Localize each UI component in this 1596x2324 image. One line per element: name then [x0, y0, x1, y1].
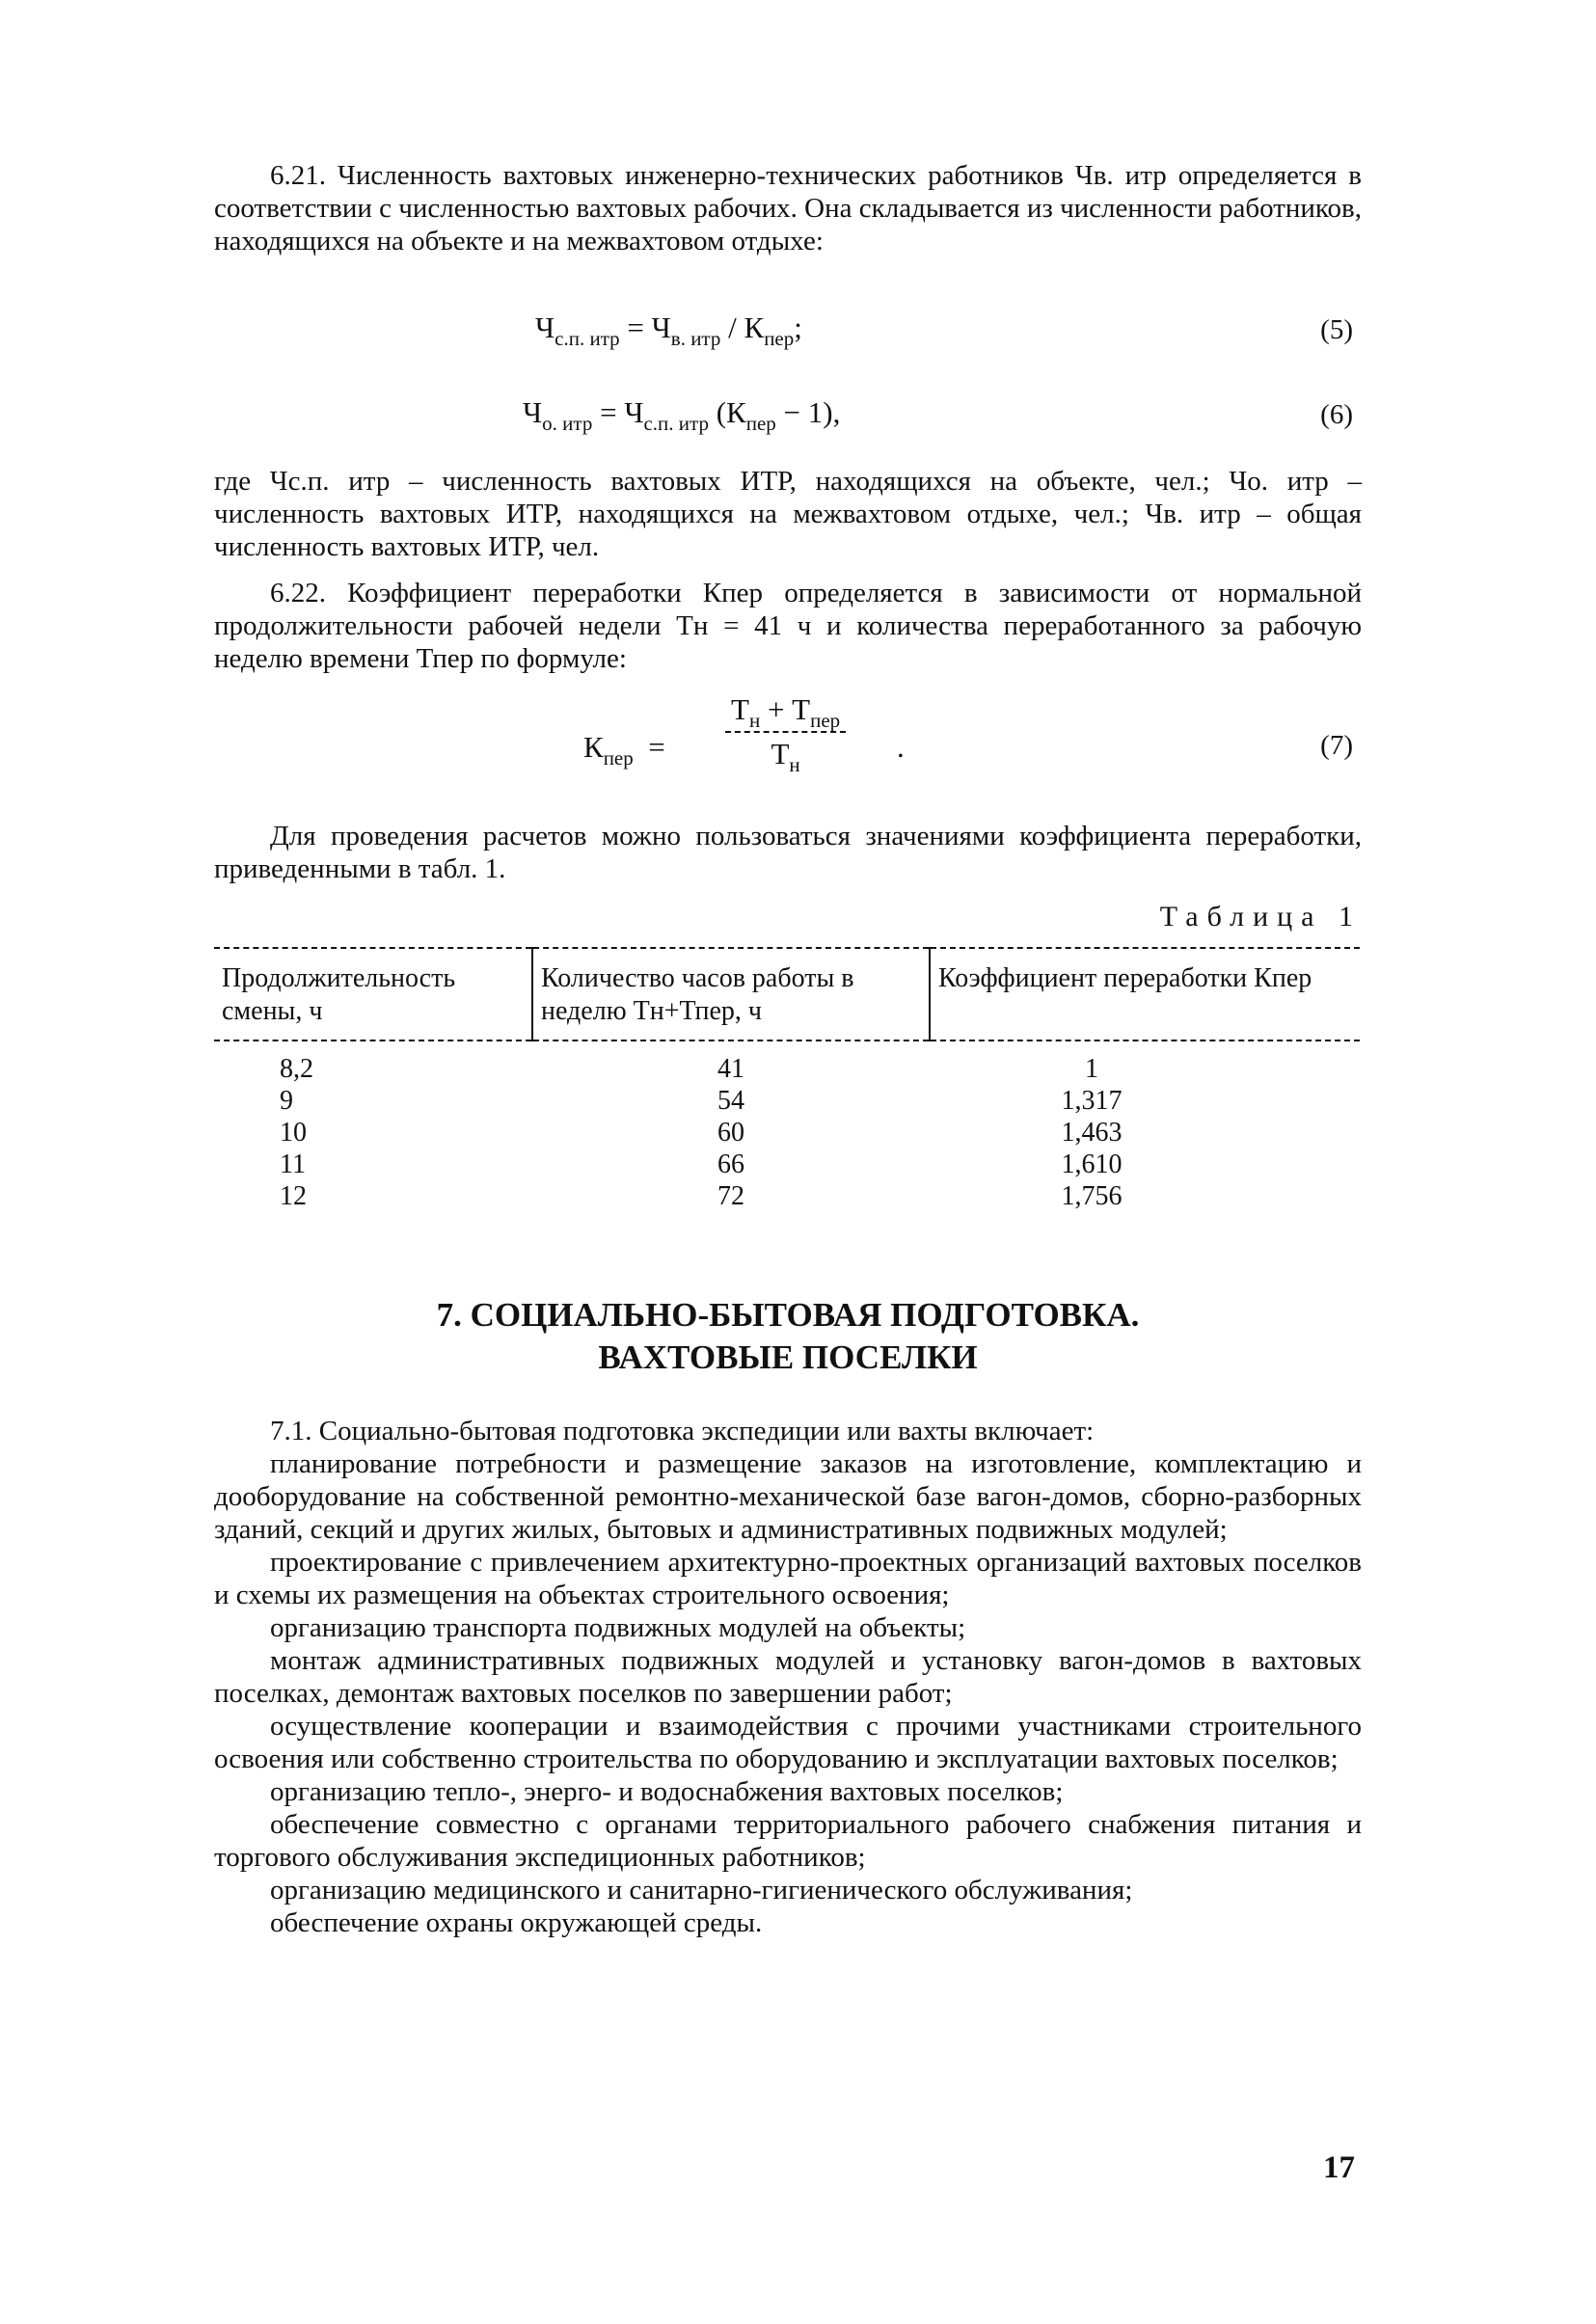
list-item: проектирование с привлечением архитектурно-проектных организаций вахтовых поселков и схемы их размещения на объектах строительного освоения; [214, 1547, 1362, 1610]
table-cell: 1 [1085, 1054, 1098, 1084]
formula-symbol: = [600, 395, 617, 429]
formula-subscript: с.п. итр [643, 412, 709, 435]
formula-symbol: = [648, 730, 665, 764]
paragraph-text: 6.22. Коэффициент переработки Кпер определяется в зависимости от нормальной продолжительности рабочей недели Тн = 41 ч и количества переработанного за рабочую неделю времени Тпер по формуле: [214, 578, 1362, 674]
paragraph-text: где Чс.п. итр – численность вахтовых ИТР, находящихся на объекте, чел.; Чо. итр – численность вахтовых ИТР, находящихся на межвахтовом отдыхе, чел.; Чв. итр – общая численность вахтовых ИТР, чел. [214, 466, 1362, 562]
formula-symbol: К [744, 311, 765, 344]
table-header-row [214, 948, 1360, 1040]
list-item: осуществление кооперации и взаимодействия с прочими участниками строительного освоения или собственно строительства по оборудованию и эксплуатации вахтовых поселков; [214, 1711, 1362, 1774]
table-cell: 8,2 [280, 1054, 313, 1084]
table-header-cell: Коэффициент переработки Кпер [930, 948, 1360, 1040]
formula-7-end: . [897, 730, 905, 764]
formula-symbol: ; [794, 311, 802, 344]
formula-subscript: н [748, 709, 761, 732]
formula-symbol: Т [771, 737, 790, 770]
table-cell: 41 [717, 1054, 744, 1084]
formula-5 [535, 311, 802, 350]
table-caption: Таблица 1 [1159, 901, 1362, 932]
list-item: обеспечение совместно с органами территориального рабочего снабжения питания и торгового обслуживания экспедиционных работников; [214, 1809, 1362, 1873]
formula-symbol: Ч [651, 311, 671, 344]
formula-explanation [214, 465, 1362, 563]
formula-symbol: Ч [523, 395, 543, 429]
table-intro [214, 820, 1362, 885]
paragraph-text: 6.21. Численность вахтовых инженерно-технических работников Чв. итр определяется в соответствии с численностью вахтовых рабочих. Она складывается из численности работников, находящихся на объекте и на межвахтовом отдыхе: [214, 160, 1362, 257]
formula-subscript: о. итр [542, 412, 593, 435]
formula-6 [523, 395, 841, 435]
formula-subscript: в. итр [670, 327, 721, 350]
table-cell: 12 [280, 1181, 307, 1211]
formula-symbol: Т [731, 692, 749, 726]
formula-symbol: / [728, 311, 737, 344]
table-row [214, 1085, 1360, 1117]
table-cell: 11 [280, 1149, 306, 1179]
table-row [214, 1180, 1360, 1212]
list-item: монтаж административных подвижных модулей и установку вагон-домов в вахтовых поселках, демонтаж вахтовых поселков по завершении работ; [214, 1645, 1362, 1709]
table-cell: 1,756 [1061, 1181, 1123, 1211]
list-item: планирование потребности и размещение заказов на изготовление, комплектацию и дооборудование на собственной ремонтно-механической базе вагон-домов, сборно-разборных зданий, секций и других жилых, бытовых и административных подвижных модулей; [214, 1448, 1362, 1545]
formula-symbol: − 1), [783, 395, 841, 429]
table-cell: 1,463 [1061, 1118, 1123, 1148]
formula-7-number: (7) [1320, 730, 1353, 761]
list-item: организацию тепло-, энерго- и водоснабжения вахтовых поселков; [270, 1776, 1064, 1807]
formula-subscript: пер [745, 412, 776, 435]
table-row [214, 1148, 1360, 1180]
list-item: организацию транспорта подвижных модулей на объекты; [270, 1612, 966, 1643]
table-cell: 54 [717, 1086, 744, 1116]
table-spacer [214, 1040, 1360, 1053]
paragraph-6-21 [214, 159, 1362, 257]
formula-symbol: + Т [760, 692, 811, 726]
paragraph-text: Для проведения расчетов можно пользоваться значениями коэффициента переработки, приведенными в табл. 1. [214, 821, 1362, 884]
list-item: обеспечение охраны окружающей среды. [270, 1907, 763, 1938]
formula-subscript: пер [764, 327, 795, 350]
page-number: 17 [1323, 2150, 1355, 2185]
table-cell: 60 [717, 1118, 744, 1148]
formula-symbol: Ч [624, 395, 644, 429]
table-cell: 10 [280, 1118, 307, 1148]
heading-line: ВАХТОВЫЕ ПОСЕЛКИ [598, 1338, 978, 1376]
formula-5-number: (5) [1320, 314, 1353, 345]
formula-7-lhs [583, 730, 665, 770]
formula-6-number: (6) [1320, 399, 1353, 430]
table-cell: 72 [717, 1181, 744, 1211]
section-7-heading [214, 1294, 1362, 1379]
paragraph-6-22 [214, 577, 1362, 675]
table-cell: 9 [280, 1086, 293, 1116]
fraction-denominator [725, 733, 846, 776]
formula-symbol: Ч [535, 311, 555, 344]
formula-symbol: К [583, 730, 604, 764]
table-row [214, 1053, 1360, 1085]
table-header-cell: Количество часов работы в неделю Тн+Тпер, ч [532, 948, 930, 1040]
table-row [214, 1117, 1360, 1148]
table-cell: 1,317 [1061, 1086, 1123, 1116]
table-cell: 1,610 [1061, 1149, 1123, 1179]
heading-line: 7. СОЦИАЛЬНО-БЫТОВАЯ ПОДГОТОВКА. [436, 1296, 1140, 1334]
table-header-cell: Продолжительность смены, ч [214, 948, 532, 1040]
formula-symbol: = [627, 311, 644, 344]
formula-subscript: н [789, 753, 800, 776]
table-cell: 66 [717, 1149, 744, 1179]
fraction-numerator [725, 692, 846, 733]
section-7-body [214, 1415, 1362, 1939]
paragraph-text: 7.1. Социально-бытовая подготовка экспедиции или вахты включает: [270, 1416, 1095, 1446]
formula-7-fraction [725, 692, 846, 776]
formula-symbol: (К [716, 395, 746, 429]
formula-subscript: с.п. итр [555, 327, 620, 350]
formula-subscript: пер [603, 746, 634, 770]
coefficient-table [214, 947, 1360, 1212]
list-item: организацию медицинского и санитарно-гигиенического обслуживания; [270, 1875, 1133, 1905]
formula-subscript: пер [810, 709, 841, 732]
